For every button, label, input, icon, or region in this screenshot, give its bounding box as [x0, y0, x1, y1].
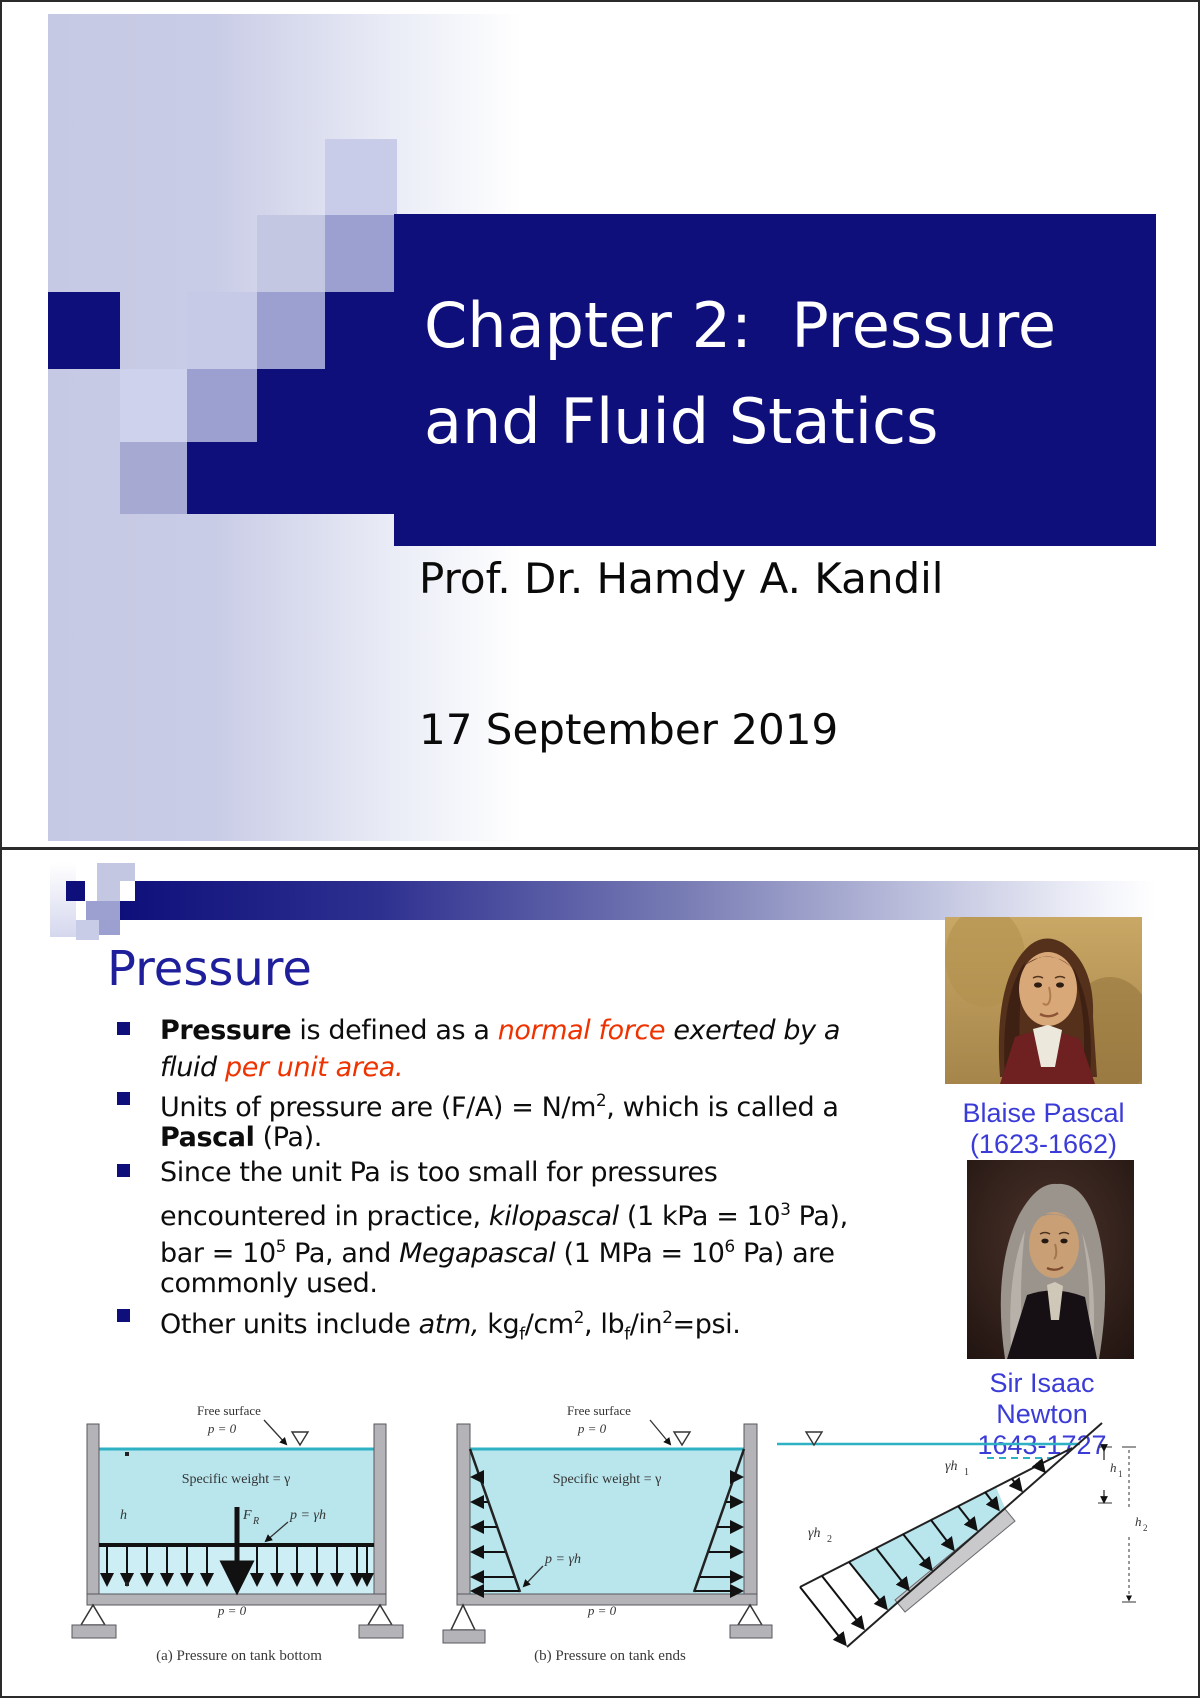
bullet-line: Other units include atm, $kg_f/cm^2$, $lb_f/in^2=psi$. — [160, 1307, 741, 1344]
label-fr: F — [243, 1508, 252, 1523]
pressure-diagrams — [2, 1392, 1200, 1692]
author-subtitle: Prof. Dr. Hamdy A. Kandil — [419, 554, 944, 603]
newton-years: 1643-1727 — [977, 1430, 1107, 1460]
mosaic-square — [325, 215, 397, 292]
slide-2-pressure — [2, 853, 1198, 1697]
bullet-icon — [117, 1092, 130, 1105]
label-p0-bottom: p = 0 — [587, 1603, 617, 1618]
bullet-line: bar = $10^5$ Pa, and Megapascal (1 MPa = $10^6$ Pa) are — [160, 1236, 835, 1269]
bullet-other-units — [160, 1299, 741, 1344]
svg-text:2: 2 — [1143, 1523, 1148, 1533]
mosaic-step-navy — [187, 442, 394, 514]
pascal-years: (1623-1662) — [969, 1129, 1118, 1159]
bullet-line: Since the unit Pa is too small for pressures — [160, 1157, 718, 1188]
bullet-kilopascal — [160, 1154, 848, 1302]
label-p-gamma-h: p = γh — [545, 1552, 581, 1567]
bullet-line: fluid per unit area. — [160, 1052, 404, 1083]
label-p0-top: p = 0 — [207, 1421, 237, 1436]
label-h: h — [120, 1508, 127, 1523]
mosaic-square — [257, 215, 325, 292]
caption-b: (b) Pressure on tank ends — [534, 1648, 686, 1664]
label-gamma-h1: γh — [945, 1459, 958, 1474]
label-free-surface: Free surface — [197, 1403, 261, 1418]
mosaic-square — [325, 139, 397, 215]
mosaic-square — [187, 292, 257, 369]
newton-portrait — [967, 1160, 1134, 1359]
bullet-line: encountered in practice, kilopascal (1 kPa = $10^3$ Pa), — [160, 1199, 848, 1232]
title-box — [394, 214, 1156, 546]
caption-a: (a) Pressure on tank bottom — [156, 1648, 322, 1664]
bullet-line: Units of pressure are $(F/A) = N/m^2$, which is called a — [160, 1090, 839, 1123]
label-h1: h — [1110, 1460, 1117, 1475]
label-gamma-h2: γh — [808, 1526, 821, 1541]
pascal-caption — [945, 1098, 1142, 1160]
pascal-portrait — [945, 917, 1142, 1084]
mosaic-step-navy — [325, 292, 394, 369]
mosaic-square — [257, 292, 325, 369]
chapter-title-line-1: Chapter 2: Pressure — [424, 289, 1057, 362]
chapter-title-line-2: and Fluid Statics — [424, 385, 939, 458]
svg-text:2: 2 — [827, 1534, 832, 1545]
newton-name: Sir Isaac Newton — [989, 1368, 1095, 1429]
water-surface-symbol — [292, 1432, 308, 1445]
label-specific-weight: Specific weight = γ — [181, 1472, 291, 1487]
label-specific-weight: Specific weight = γ — [552, 1472, 662, 1487]
mosaic-square — [187, 369, 257, 442]
diagram-inclined-surface — [777, 1423, 1148, 1647]
bullet-pressure-definition — [160, 1012, 840, 1086]
bullet-icon — [117, 1022, 130, 1035]
mosaic-square-navy — [48, 292, 120, 369]
header-gradient-bar — [120, 881, 1157, 920]
label-free-surface: Free surface — [567, 1403, 631, 1418]
bullet-pressure-units — [160, 1082, 839, 1156]
bullet-icon — [117, 1164, 130, 1177]
bullet-line: commonly used. — [160, 1268, 378, 1299]
header-square — [76, 920, 99, 940]
mosaic-square — [120, 369, 187, 442]
label-h2: h — [1135, 1514, 1142, 1529]
svg-text:R: R — [253, 1516, 260, 1527]
label-p-gamma-h: p = γh — [290, 1508, 326, 1523]
water-surface-symbol — [674, 1432, 690, 1445]
mosaic-step-navy — [257, 369, 394, 442]
pascal-name: Blaise Pascal — [962, 1098, 1125, 1128]
slide-1-title-slide — [2, 2, 1198, 850]
diagram-tank-ends — [443, 1403, 772, 1664]
bullet-line: Pressure is defined as a normal force exerted by a — [160, 1015, 840, 1046]
mosaic-square — [120, 442, 187, 514]
slide-title: Pressure — [107, 941, 312, 997]
label-p0-top: p = 0 — [577, 1421, 607, 1436]
diagram-tank-bottom — [72, 1403, 403, 1664]
svg-text:1: 1 — [1118, 1469, 1123, 1479]
svg-text:1: 1 — [964, 1467, 969, 1478]
label-p0-bottom: p = 0 — [217, 1603, 247, 1618]
header-square-navy — [66, 881, 85, 901]
bullet-icon — [117, 1309, 130, 1322]
lecture-date: 17 September 2019 — [419, 705, 839, 754]
bullet-line: Pascal (Pa). — [160, 1122, 322, 1153]
